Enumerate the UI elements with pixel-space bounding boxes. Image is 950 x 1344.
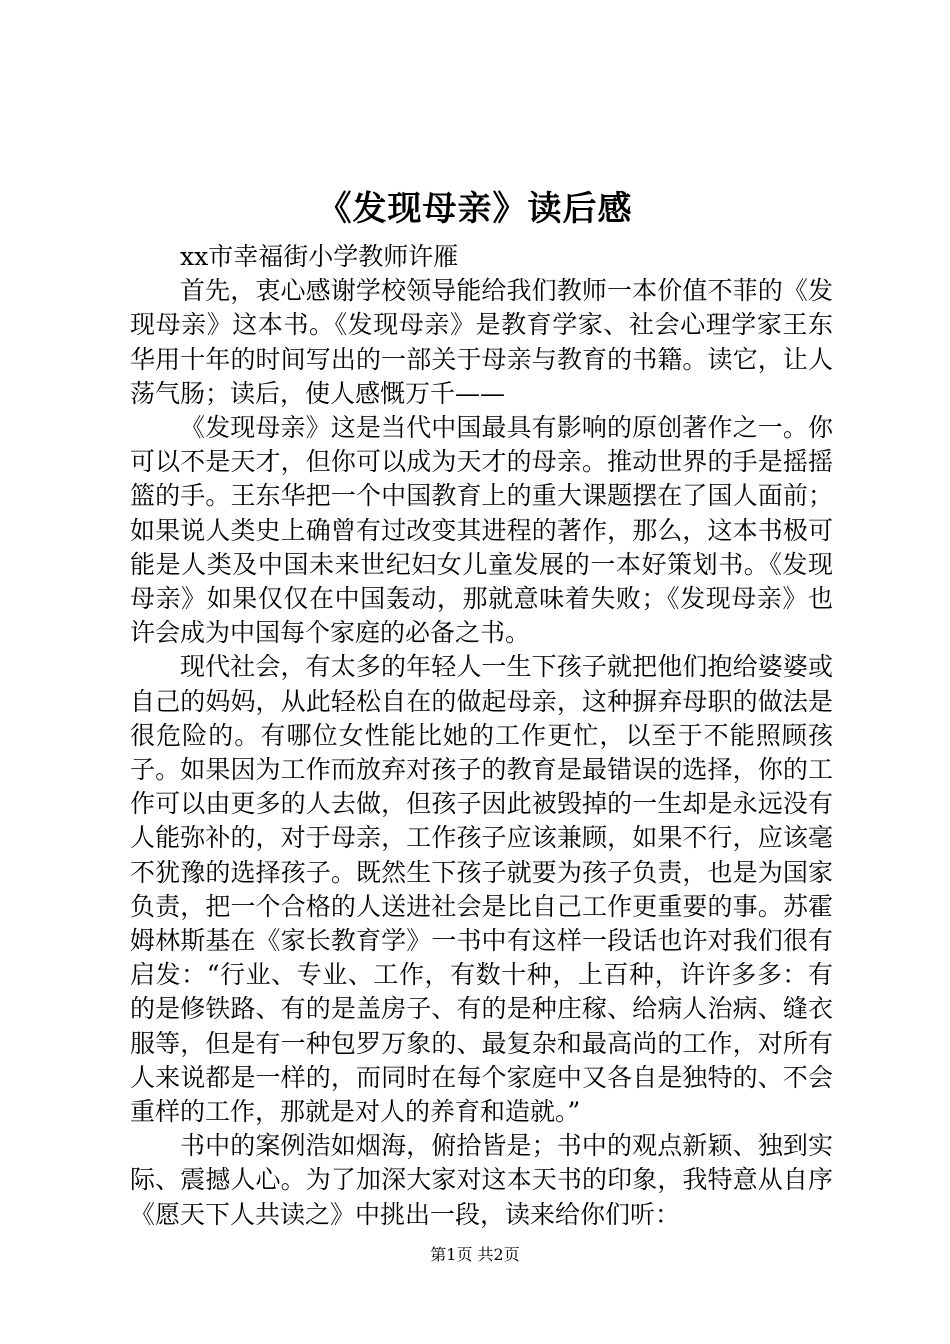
paragraph-3: 现代社会，有太多的年轻人一生下孩子就把他们抱给婆婆或自己的妈妈，从此轻松自在的做起母亲，这种摒弃母职的做法是很危险的。有哪位女性能比她的工作更忙，以至于不能照顾孩子。如果因为工作而放弃对孩子的教育是最错误的选择，你的工作可以由更多的人去做，但孩子因此被毁掉的一生却是永远没有人能弥补的，对于母亲，工作孩子应该兼顾，如果不行，应该毫不犹豫的选择孩子。既然生下孩子就要为孩子负责，也是为国家负责，把一个合格的人送进社会是比自己工作更重要的事。苏霍姆林斯基在《家长教育学》一书中有这样一段话也许对我们很有启发：“行业、专业、工作，有数十种，上百种，许许多多：有的是修铁路、有的是盖房子、有的是种庄稼、给病人治病、缝衣服等，但是有一种包罗万象的、最复杂和最高尚的工作，对所有人来说都是一样的，而同时在每个家庭中又各自是独特的、不会重样的工作，那就是对人的养育和造就。” (130, 652, 833, 1127)
paragraph-4: 书中的案例浩如烟海，俯拾皆是；书中的观点新颖、独到实际、震撼人心。为了加深大家对这本天书的印象，我特意从自序《愿天下人共读之》中挑出一段，读来给你们听： (130, 1131, 833, 1229)
paragraph-1: 首先，衷心感谢学校领导能给我们教师一本价值不菲的《发现母亲》这本书。《发现母亲》是教育学家、社会心理学家王东华用十年的时间写出的一部关于母亲与教育的书籍。读它，让人荡气肠；读后，使人感慨万千—— (130, 276, 833, 408)
author-line: xx市幸福街小学教师许雁 (180, 242, 459, 271)
document-title: 《发现母亲》读后感 (317, 189, 633, 229)
document-body (130, 240, 833, 1232)
paragraph-2: 《发现母亲》这是当代中国最具有影响的原创著作之一。你可以不是天才，但你可以成为天才的母亲。推动世界的手是摇摇篮的手。王东华把一个中国教育上的重大课题摆在了国人面前；如果说人类史上确曾有过改变其进程的著作，那么，这本书极可能是人类及中国未来世纪妇女儿童发展的一本好策划书。《发现母亲》如果仅仅在中国轰动，那就意味着失败；《发现母亲》也许会成为中国每个家庭的必备之书。 (130, 413, 833, 648)
page-footer: 第1页 共2页 (430, 1245, 520, 1264)
